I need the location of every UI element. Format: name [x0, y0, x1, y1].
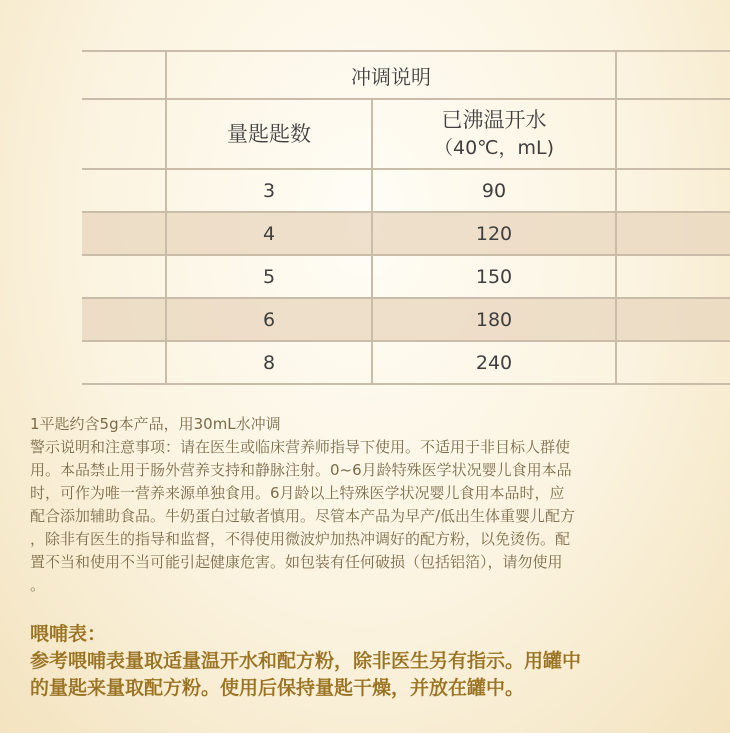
table-row — [82, 341, 730, 384]
table-title: 冲调说明 — [166, 51, 616, 99]
scoops-cell: 3 — [166, 169, 372, 212]
water-column-header — [372, 99, 616, 169]
feeding-section — [30, 621, 710, 702]
water-header-line1: 已沸温开水 — [441, 108, 547, 132]
warning-line: ，除非有医生的指导和监督，不得使用微波炉加热冲调好的配方粉，以免烫伤。配 — [30, 530, 571, 548]
notes-section — [30, 413, 702, 597]
scoops-column-header: 量匙匙数 — [166, 99, 372, 169]
table-row — [82, 169, 730, 212]
feeding-line: 参考喂哺表量取适量温开水和配方粉，除非医生另有指示。用罐中 — [30, 650, 582, 672]
preparation-table-container — [82, 50, 730, 385]
water-cell: 90 — [372, 169, 616, 212]
preparation-table — [82, 50, 730, 385]
warning-line: 用。本品禁止用于肠外营养支持和静脉注射。0~6月龄特殊医学状况婴儿食用本品 — [30, 461, 572, 479]
warning-line: 置不当和使用不当可能引起健康危害。如包装有任何破损（包括铝箔），请勿使用 — [30, 553, 563, 571]
water-cell: 240 — [372, 341, 616, 384]
scoops-cell: 5 — [166, 255, 372, 298]
water-header-line2: （40℃，mL) — [433, 137, 555, 159]
scoop-note: 1平匙约含5g本产品，用30mL水冲调 — [30, 415, 281, 433]
water-cell: 120 — [372, 212, 616, 255]
table-row — [82, 212, 730, 255]
table-edge-cell — [82, 99, 166, 169]
water-cell: 150 — [372, 255, 616, 298]
feeding-heading: 喂哺表： — [30, 623, 107, 645]
table-edge-cell — [616, 99, 730, 169]
scoops-cell: 6 — [166, 298, 372, 341]
water-cell: 180 — [372, 298, 616, 341]
scoops-cell: 4 — [166, 212, 372, 255]
table-row — [82, 298, 730, 341]
table-edge-cell — [616, 51, 730, 99]
warning-line: 警示说明和注意事项：请在医生或临床营养师指导下使用。不适用于非目标人群使 — [30, 438, 571, 456]
table-row — [82, 255, 730, 298]
scoops-cell: 8 — [166, 341, 372, 384]
warning-line: 。 — [30, 576, 46, 594]
warning-line: 配合添加辅助食品。牛奶蛋白过敏者慎用。尽管本产品为早产/低出生体重婴儿配方 — [30, 507, 576, 525]
warning-line: 时，可作为唯一营养来源单独食用。6月龄以上特殊医学状况婴儿食用本品时，应 — [30, 484, 565, 502]
feeding-line: 的量匙来量取配方粉。使用后保持量匙干燥，并放在罐中。 — [30, 677, 525, 699]
table-edge-cell — [82, 51, 166, 99]
